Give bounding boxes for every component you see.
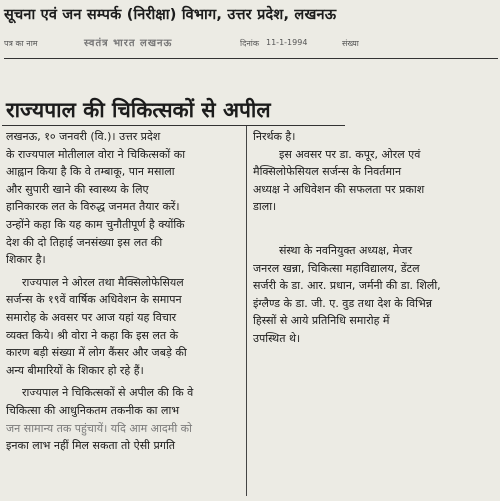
paper-name-label: पत्र का नाम — [4, 39, 38, 48]
text-line: अध्यक्ष ने अधिवेशन की सफलता पर प्रकाश — [253, 182, 425, 196]
text-line: उपस्थित थे। — [253, 331, 301, 345]
headline-rule — [2, 125, 345, 126]
text-line: के राज्यपाल मोतीलाल वोरा ने चिकित्सकों का — [6, 147, 186, 161]
text-line: इंग्लैण्ड के डा. जी. ए. वुड तथा देश के विभिन्न — [253, 296, 433, 310]
text-line: निरर्थक है। — [253, 130, 296, 143]
clipping-meta-line — [4, 38, 496, 52]
text-line: लखनऊ, १० जनवरी (वि.)। उत्तर प्रदेश — [6, 130, 161, 143]
date-value: 11-1-1994 — [266, 38, 308, 47]
text-line: राज्यपाल ने ओरल तथा मैक्सिलोफेसियल — [22, 275, 184, 289]
text-line: उन्होंने कहा कि यह काम चुनौतीपूर्ण है क्योंकि — [6, 217, 185, 231]
number-label: संख्या — [342, 39, 359, 48]
article-headline: राज्यपाल की चिकित्सकों से अपील — [6, 98, 271, 122]
text-line: डाला। — [253, 200, 277, 214]
text-line: सर्जरी के डा. आर. प्रधान, जर्मनी की डा. शिली, — [253, 279, 441, 293]
text-line: इस अवसर पर डा. कपूर, ओरल एवं — [279, 147, 421, 161]
text-line: संस्था के नवनियुक्त अध्यक्ष, मेजर — [279, 243, 413, 257]
text-line: देश की दो तिहाई जनसंख्या इस लत की — [6, 235, 163, 249]
date-label: दिनांक — [240, 39, 259, 48]
text-line: मैक्सिलोफेसियल सर्जन्स के निवर्तमान — [253, 165, 402, 179]
header-divider — [4, 58, 498, 59]
text-line: इनका लाभ नहीं मिल सकता तो ऐसी प्रगति — [6, 439, 176, 453]
text-line: कारण बड़ी संख्या में लोग कैंसर और जबड़े की — [6, 346, 187, 360]
text-line: चिकित्सा की आधुनिकतम तकनीक का लाभ — [6, 403, 180, 417]
text-line: शिकार है। — [6, 253, 46, 267]
text-line: हानिकारक लत के विरुद्ध जनमत तैयार करें। — [6, 200, 180, 214]
text-line: सर्जन्स के १९वें वार्षिक अधिवेशन के समापन — [6, 293, 182, 307]
text-line: जन सामान्य तक पहुंचायें। यदि आम आदमी को — [6, 421, 192, 435]
article-left-column — [6, 128, 242, 455]
article-right-column — [253, 128, 497, 348]
text-line: अन्य बीमारियों के शिकार हो रहे हैं। — [6, 363, 144, 377]
text-line: व्यक्त किये। श्री वोरा ने कहा कि इस लत के — [6, 328, 179, 342]
text-line: हिस्सों से आये प्रतिनिधि समारोह में — [253, 314, 390, 328]
text-line: राज्यपाल ने चिकित्सकों से अपील की कि वे — [22, 386, 194, 400]
text-line: समारोह के अवसर पर आज यहां यह विचार — [6, 310, 177, 324]
text-line: और सुपारी खाने की स्वास्थ्य के लिए — [6, 182, 149, 196]
department-header: सूचना एवं जन सम्पर्क (निरीक्षा) विभाग, उत्तर प्रदेश, लखनऊ — [4, 7, 337, 23]
text-line: जनरल खन्ना, चिकित्सा महाविद्यालय, डेंटल — [253, 261, 420, 275]
newspaper-stamp: स्वतंत्र भारत लखनऊ — [84, 38, 173, 49]
text-line: आह्वान किया है कि वे तम्बाकू, पान मसाला — [6, 165, 175, 179]
column-divider — [246, 126, 247, 496]
